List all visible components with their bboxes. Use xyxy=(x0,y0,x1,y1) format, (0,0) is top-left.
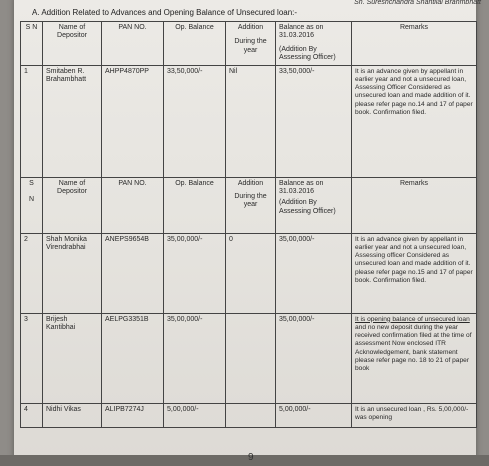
remarks-text: and no new deposit during the year received confirmation filed at the time of assessment Now enclosed ITR Acknowledgement, bank statement please refer page no. 18 to 21 of paper book xyxy=(355,323,472,372)
cell-sn: 1 xyxy=(21,65,43,177)
header-name: Name of Depositor xyxy=(43,177,102,233)
section-title: A. Addition Related to Advances and Opening Balance of Unsecured loan:- xyxy=(32,8,298,17)
header-balance: Balance as on 31.03.2016 (Addition By Assessing Officer) xyxy=(276,22,352,66)
photo-bottom-edge xyxy=(0,455,489,466)
header-remarks: Remarks xyxy=(352,177,477,233)
cell-op-balance: 5,00,000/- xyxy=(164,403,226,427)
cell-op-balance: 35,00,000/- xyxy=(164,313,226,403)
cell-remarks xyxy=(352,313,477,403)
cell-pan: ALIPB7274J xyxy=(102,403,164,427)
header-addition: Addition During the year xyxy=(226,177,276,233)
cell-sn: 4 xyxy=(21,403,43,427)
header-balance: Balance as on 31.03.2016 (Addition By Assessing Officer) xyxy=(276,177,352,233)
cell-addition: Nil xyxy=(226,65,276,177)
cell-balance: 5,00,000/- xyxy=(276,403,352,427)
cell-name: Nidhi Vikas xyxy=(43,403,102,427)
header-pan: PAN NO. xyxy=(102,22,164,66)
cell-op-balance: 33,50,000/- xyxy=(164,65,226,177)
header-sn: S N xyxy=(21,22,43,66)
cell-pan: AELPG3351B xyxy=(102,313,164,403)
cell-remarks: It is an advance given by appellant in earlier year and not a unsecured loan, Assessing Officer Considered as unsecured loan and made addition of it. please refer page no.14 and 17 of paper book. Confirmation filed. xyxy=(352,65,477,177)
table-row xyxy=(21,313,477,403)
cell-pan: AHPP4870PP xyxy=(102,65,164,177)
table-row xyxy=(21,65,477,177)
header-remarks: Remarks xyxy=(352,22,477,66)
cell-remarks: It is an advance given by appellant in earlier year and not a unsecured loan, Assessing officer Considered as unsecured loan and made addition of it. please refer page no.15 and 17 of paper book. Confirmation filed. xyxy=(352,233,477,313)
header-op-balance: Op. Balance xyxy=(164,177,226,233)
table-row xyxy=(21,403,477,427)
page-header-name: Sh. Sureshchandra Shantilal Brahmbhatt xyxy=(354,0,481,6)
cell-balance: 35,00,000/- xyxy=(276,233,352,313)
header-sn: S N xyxy=(21,177,43,233)
cell-balance: 35,00,000/- xyxy=(276,313,352,403)
header-addition: Addition During the year xyxy=(226,22,276,66)
header-name: Name of Depositor xyxy=(43,22,102,66)
page-number: 9 xyxy=(248,452,254,463)
cell-sn: 3 xyxy=(21,313,43,403)
table-header-row xyxy=(21,22,477,66)
cell-name: Shah Monika Virendrabhai xyxy=(43,233,102,313)
cell-addition xyxy=(226,313,276,403)
cell-op-balance: 35,00,000/- xyxy=(164,233,226,313)
cell-remarks: It is an unsecured loan , Rs. 5,00,000/- was opening xyxy=(352,403,477,427)
header-pan: PAN NO. xyxy=(102,177,164,233)
unsecured-loan-table xyxy=(20,21,476,441)
cell-addition xyxy=(226,403,276,427)
cell-balance: 33,50,000/- xyxy=(276,65,352,177)
table-row xyxy=(21,233,477,313)
cell-sn: 2 xyxy=(21,233,43,313)
header-op-balance: Op. Balance xyxy=(164,22,226,66)
cell-pan: ANEPS9654B xyxy=(102,233,164,313)
remarks-underlined-text: It is opening balance of unsecured loan xyxy=(355,315,470,323)
table-header-row xyxy=(21,177,477,233)
cell-name: Brijesh Kantibhai xyxy=(43,313,102,403)
cell-name: Smitaben R. Brahambhatt xyxy=(43,65,102,177)
cell-addition: 0 xyxy=(226,233,276,313)
